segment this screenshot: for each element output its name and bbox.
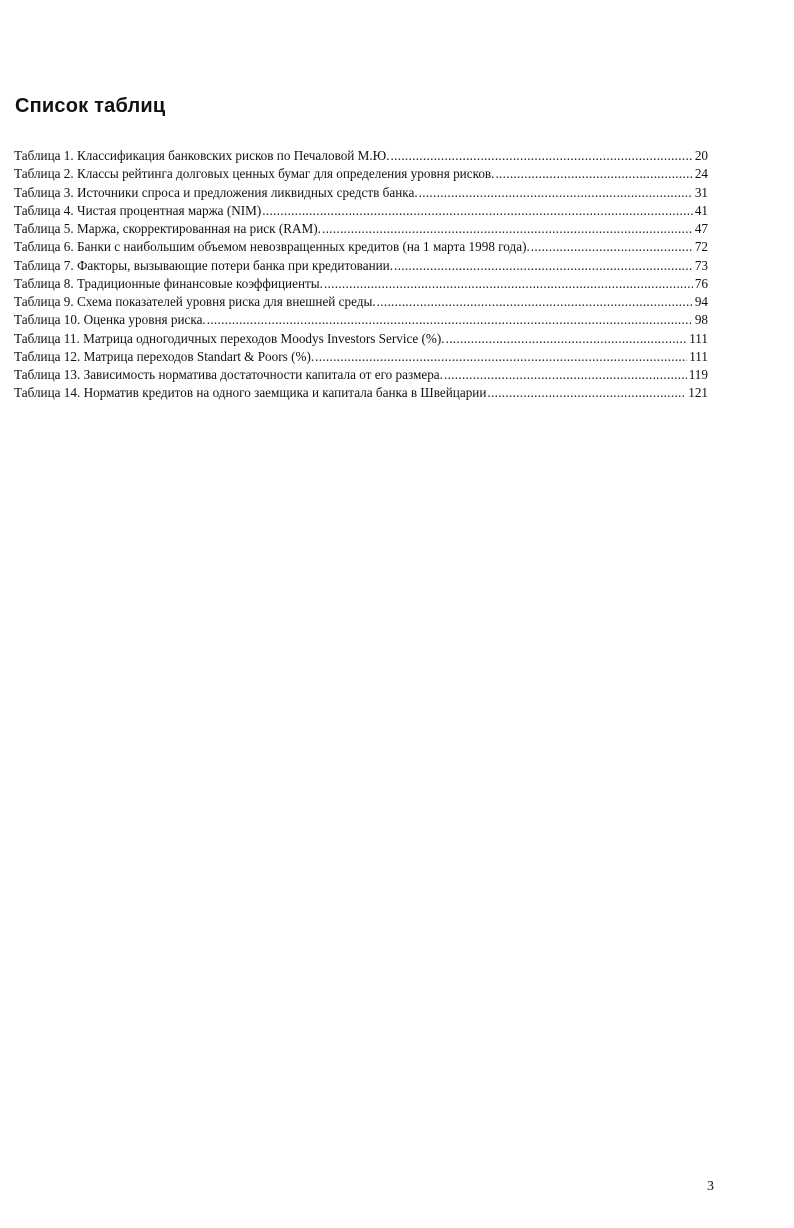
entry-title: Таблица 4. Чистая процентная маржа (NIM) — [14, 202, 262, 218]
entry-title: Таблица 13. Зависимость норматива достаточности капитала от его размера. — [14, 367, 443, 382]
table-list-entry — [14, 311, 708, 329]
dot-leader — [419, 184, 693, 202]
entry-page-number: 47 — [694, 221, 708, 236]
entry-page-number: 94 — [694, 294, 708, 309]
entry-page-number: 20 — [694, 148, 708, 163]
table-list-entry — [14, 147, 708, 165]
entry-page-number: 72 — [694, 239, 708, 255]
entry-title: Таблица 10. Оценка уровня риска. — [14, 312, 206, 328]
table-list-entry — [14, 275, 708, 293]
entry-page-number: 111 — [689, 330, 708, 346]
table-list-entry — [14, 202, 708, 220]
entry-page-number: 76 — [694, 275, 708, 291]
entry-title: Таблица 6. Банки с наибольшим объемом невозвращенных кредитов (на 1 марта 1998 года). — [14, 239, 530, 255]
dot-leader — [531, 238, 693, 256]
entry-title: Таблица 12. Матрица переходов Standart & Poors (%). — [14, 348, 315, 364]
page-title: Список таблиц — [15, 95, 166, 117]
entry-page-number: 119 — [688, 367, 708, 382]
dot-leader — [446, 330, 688, 348]
dot-leader — [322, 220, 693, 238]
page-number: 3 — [707, 1179, 714, 1194]
entry-title: Таблица 14. Норматив кредитов на одного заемщика и капитала банка в Швейцарии — [14, 385, 487, 401]
table-list-entry — [14, 366, 708, 384]
entry-title: Таблица 5. Маржа, скорректированная на риск (RAM). — [14, 221, 321, 236]
entry-page-number: 41 — [694, 202, 708, 218]
table-list-entry — [14, 330, 708, 348]
entry-title: Таблица 8. Традиционные финансовые коэффициенты. — [14, 275, 323, 291]
entry-page-number: 98 — [694, 312, 708, 328]
table-list-entry — [14, 257, 708, 275]
table-list-entry — [14, 293, 708, 311]
entry-page-number: 73 — [694, 257, 708, 273]
dot-leader — [315, 348, 687, 366]
entry-title: Таблица 2. Классы рейтинга долговых ценных бумаг для определения уровня рисков. — [14, 166, 495, 182]
table-list-entry — [14, 348, 708, 366]
dot-leader — [391, 147, 693, 165]
dot-leader — [207, 311, 693, 329]
entry-page-number: 111 — [689, 348, 708, 364]
table-list — [14, 147, 708, 403]
dot-leader — [487, 384, 686, 402]
dot-leader — [377, 293, 693, 311]
entry-title: Таблица 11. Матрица одногодичных переходов Moodys Investors Service (%). — [14, 330, 445, 346]
dot-leader — [324, 275, 693, 293]
dot-leader — [394, 257, 693, 275]
entry-page-number: 24 — [694, 166, 708, 182]
entry-page-number: 121 — [688, 385, 708, 401]
table-list-entry — [14, 184, 708, 202]
entry-title: Таблица 9. Схема показателей уровня риска для внешней среды. — [14, 294, 376, 309]
table-list-entry — [14, 220, 708, 238]
dot-leader — [444, 366, 687, 384]
dot-leader — [495, 165, 692, 183]
table-list-entry — [14, 165, 708, 183]
table-list-entry — [14, 384, 708, 402]
entry-title: Таблица 3. Источники спроса и предложения ликвидных средств банка. — [14, 184, 418, 200]
entry-title: Таблица 7. Факторы, вызывающие потери банка при кредитовании. — [14, 257, 394, 273]
table-list-entry — [14, 238, 708, 256]
entry-title: Таблица 1. Классификация банковских рисков по Печаловой М.Ю. — [14, 148, 390, 163]
entry-page-number: 31 — [694, 184, 708, 200]
dot-leader — [262, 202, 693, 220]
